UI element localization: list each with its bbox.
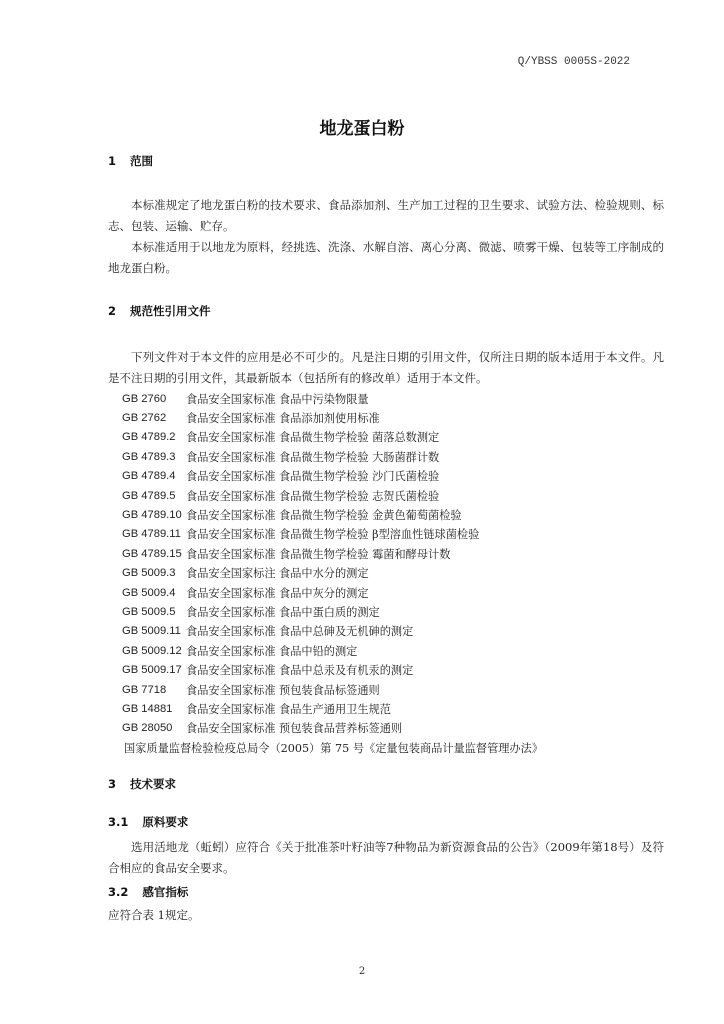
reference-item: GB 7718 食品安全国家标准 预包装食品标签通则 (122, 683, 380, 697)
scope-paragraph-1: 本标准规定了地龙蛋白粉的技术要求、食品添加剂、生产加工过程的卫生要求、试验方法、检验规则、标志、包装、运输、贮存。 (108, 198, 664, 233)
section-title: 范围 (130, 154, 154, 168)
reference-item: GB 5009.4 食品安全国家标准 食品中灰分的测定 (122, 586, 369, 600)
document-title: 地龙蛋白粉 (319, 119, 405, 139)
reference-item: GB 2762 食品安全国家标准 食品添加剂使用标准 (122, 412, 380, 426)
subsection-title: 感官指标 (142, 885, 189, 899)
reference-item: GB 4789.11 食品安全国家标准 食品微生物学检验 β型溶血性链球菌检验 (122, 528, 480, 542)
reference-item: GB 4789.4 食品安全国家标准 食品微生物学检验 沙门氏菌检验 (122, 470, 440, 484)
page-number: 2 (358, 966, 366, 977)
standard-code: Q/YBSS 0005S-2022 (517, 56, 630, 68)
subsection-number: 3.1 (108, 815, 129, 829)
sensory-paragraph: 应符合表 1规定。 (108, 908, 200, 922)
section-title: 技术要求 (130, 777, 177, 791)
reference-list (122, 389, 662, 757)
reference-item: GB 5009.11 食品安全国家标准 食品中总砷及无机砷的测定 (122, 625, 414, 639)
section-number: 2 (108, 304, 117, 318)
reference-item: GB 4789.15 食品安全国家标准 食品微生物学检验 霉菌和酵母计数 (122, 547, 451, 561)
scope-paragraph-2: 本标准适用于以地龙为原料，经挑选、洗涤、水解自溶、离心分离、微滤、喷雾干燥、包装等工序制成的地龙蛋白粉。 (108, 240, 664, 275)
subsection-3-2-heading (108, 884, 188, 900)
reference-item: GB 4789.2 食品安全国家标准 食品微生物学检验 菌落总数测定 (122, 431, 440, 445)
reference-item: GB 4789.5 食品安全国家标准 食品微生物学检验 志贺氏菌检验 (122, 489, 440, 503)
section-1-heading (108, 153, 153, 169)
reference-item: 国家质量监督检验检疫总局令（2005）第 75 号《定量包装商品计量监督管理办法》 (124, 741, 544, 755)
section-number: 1 (108, 154, 117, 168)
raw-materials-paragraph: 选用活地龙（蚯蚓）应符合《关于批准茶叶籽油等7种物品为新资源食品的公告》（2009年第18号）及符合相应的食品安全要求。 (108, 840, 664, 875)
section-3-heading (108, 776, 176, 792)
section-number: 3 (108, 777, 117, 791)
reference-item: GB 4789.10 食品安全国家标准 食品微生物学检验 金黄色葡萄菌检验 (122, 509, 462, 523)
reference-item: GB 28050 食品安全国家标准 预包装食品营养标签通则 (122, 722, 403, 736)
reference-item: GB 5009.3 食品安全国家标注 食品中水分的测定 (122, 567, 369, 581)
reference-item: GB 5009.5 食品安全国家标准 食品中蛋白质的测定 (122, 605, 380, 619)
subsection-3-1-heading (108, 814, 188, 830)
reference-item: GB 14881 食品安全国家标准 食品生产通用卫生规范 (122, 702, 391, 716)
subsection-number: 3.2 (108, 885, 129, 899)
refs-intro: 下列文件对于本文件的应用是必不可少的。凡是注日期的引用文件，仅所注日期的版本适用于本文件。凡是不注日期的引用文件，其最新版本（包括所有的修改单）适用于本文件。 (108, 350, 664, 385)
reference-item: GB 5009.17 食品安全国家标准 食品中总汞及有机汞的测定 (122, 664, 414, 678)
section-2-heading (108, 303, 211, 319)
reference-item: GB 4789.3 食品安全国家标准 食品微生物学检验 大肠菌群计数 (122, 450, 440, 464)
subsection-title: 原料要求 (142, 815, 189, 829)
reference-item: GB 2760 食品安全国家标准 食品中污染物限量 (122, 392, 369, 406)
section-title: 规范性引用文件 (130, 304, 211, 318)
reference-item: GB 5009.12 食品安全国家标准 食品中铅的测定 (122, 644, 358, 658)
